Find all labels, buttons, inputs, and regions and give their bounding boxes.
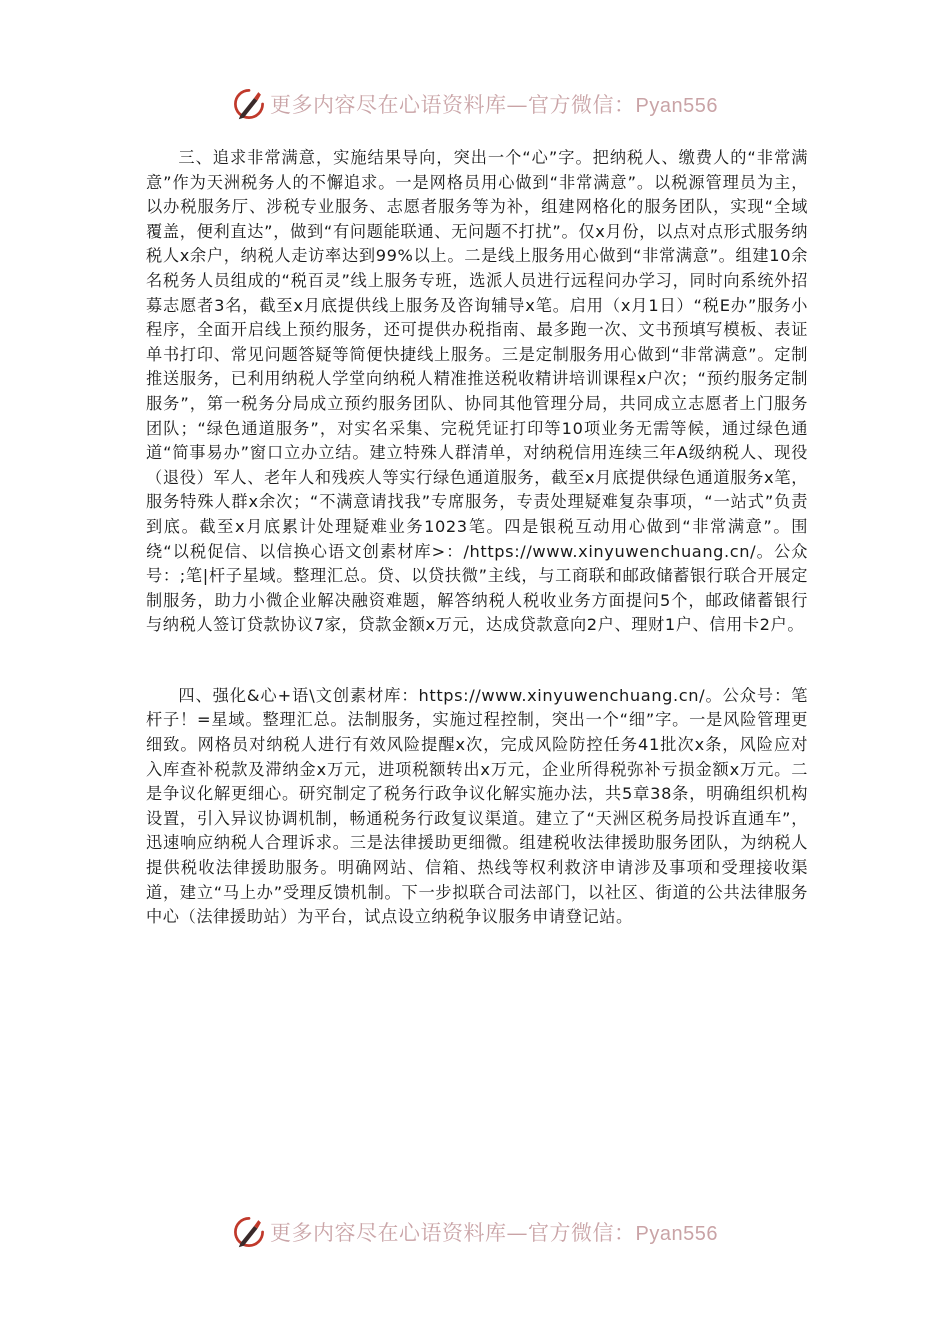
watermark-text [270,89,718,119]
watermark-wechat-id: Pyan556 [635,1223,718,1245]
paragraph-section-three: 三、追求非常满意，实施结果导向，突出一个“心”字。把纳税人、缴费人的“非常满意”作为天洲税务人的不懈追求。一是网格员用心做到“非常满意”。以税源管理员为主，以办税服务厅、涉税专业服务、志愿者服务等为补，组建网格化的服务团队，实现“全域覆盖，便利直达”，做到“有问题能联通、无问题不打扰”。仅x月份，以点对点形式服务纳税人x余户，纳税人走访率达到99%以上。二是线上服务用心做到“非常满意”。组建10余名税务人员组成的“税百灵”线上服务专班，选派人员进行远程问办学习，同时向系统外招募志愿者3名，截至x月底提供线上服务及咨询辅导x笔。启用（x月1日）“税E办”服务小程序，全面开启线上预约服务，还可提供办税指南、最多跑一次、文书预填写模板、表证单书打印、常见问题答疑等简便快捷线上服务。三是定制服务用心做到“非常满意”。定制推送服务，已利用纳税人学堂向纳税人精准推送税收精讲培训课程x户次；“预约服务定制服务”，第一税务分局成立预约服务团队、协同其他管理分局，共同成立志愿者上门服务团队；“绿色通道服务”，对实名采集、完税凭证打印等10项业务无需等候，通过绿色通道“简事易办”窗口立办立结。建立特殊人群清单，对纳税信用连续三年A级纳税人、现役（退役）军人、老年人和残疾人等实行绿色通道服务，截至x月底提供绿色通道服务x笔，服务特殊人群x余次；“不满意请找我”专席服务，专责处理疑难复杂事项，“一站式”负责到底。截至x月底累计处理疑难业务1023笔。四是银税互动用心做到“非常满意”。围绕“以税促信、以信换心语文创素材库>：/https://www.xinyuwenchuang.cn/。公众号：;笔|杆子星域。整理汇总。贷、以贷扶微”主线，与工商联和邮政储蓄银行联合开展定制服务，助力小微企业解决融资难题，解答纳税人税收业务方面提问5个，邮政储蓄银行与纳税人签订贷款协议7家，贷款金额x万元，达成贷款意向2户、理财1户、信用卡2户。 [146,148,808,635]
watermark-wechat-id: Pyan556 [635,95,718,117]
watermark-text [270,1217,718,1247]
pen-logo-icon [232,1215,266,1249]
paragraph-section-four: 四、强化&心+语\文创素材库：https://www.xinyuwenchuang.cn/。公众号：笔杆子！=星域。整理汇总。法制服务，实施过程控制，突出一个“细”字。一是风险管理更细致。网格员对纳税人进行有效风险提醒x次，完成风险防控任务41批次x条，风险应对入库查补税款及滞纳金x万元，进项税额转出x万元，企业所得税弥补亏损金额x万元。二是争议化解更细心。研究制定了税务行政争议化解实施办法，共5章38条，明确组织机构设置，引入异议协调机制，畅通税务行政复议渠道。建立了“天洲区税务局投诉直通车”，迅速响应纳税人合理诉求。三是法律援助更细微。组建税收法律援助服务团队，为纳税人提供税收法律援助服务。明确网站、信箱、热线等权利救济申请涉及事项和受理接收渠道，建立“马上办”受理反馈机制。下一步拟联合司法部门，以社区、街道的公共法律服务中心（法律援助站）为平台，试点设立纳税争议服务申请登记站。 [146,685,808,927]
header-watermark [0,84,950,124]
watermark-label: 更多内容尽在心语资料库—官方微信： [270,1221,636,1245]
pen-logo-icon [232,87,266,121]
watermark-label: 更多内容尽在心语资料库—官方微信： [270,93,636,117]
document-body [146,146,808,930]
footer-watermark [0,1212,950,1252]
